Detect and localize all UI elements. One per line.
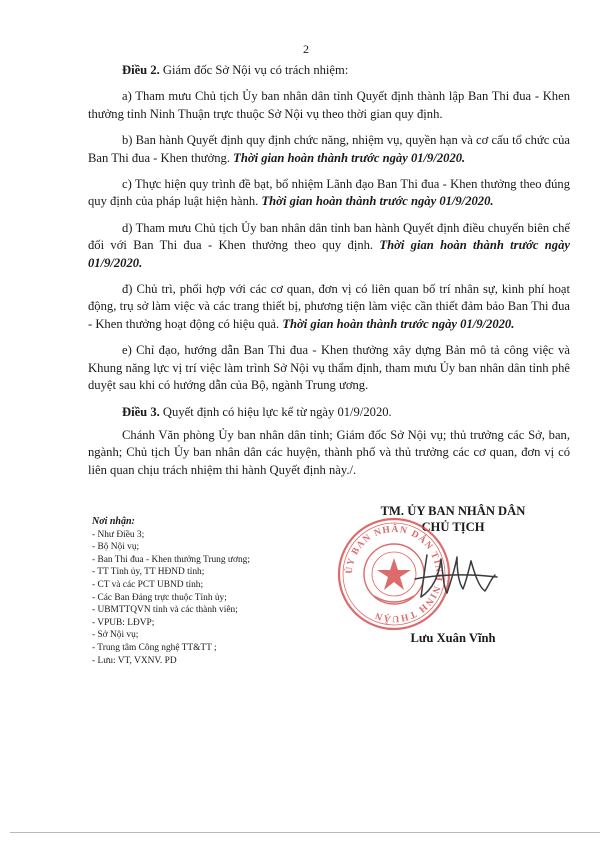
page-number: 2 <box>303 42 309 56</box>
recipient-item: - Như Điều 3; <box>92 529 145 540</box>
recipient-item: - Ban Thi đua - Khen thưởng Trung ương; <box>92 554 250 565</box>
article-2-item-d <box>88 220 570 272</box>
item-c-text: c) Thực hiện quy trình đề bạt, bổ nhiệm Lãnh đạo Ban Thi đua - Khen thưởng theo đúng quy định của pháp luật hiện hành. <box>88 177 570 209</box>
signature-title-line1: TM. ỦY BAN NHÂN DÂN <box>380 504 526 518</box>
article-2-item-a <box>88 88 570 123</box>
item-e-text: e) Chỉ đạo, hướng dẫn Ban Thi đua - Khen thưởng xây dựng Bản mô tả công việc và Khung năng lực vị trí việc làm trình Sở Nội vụ thẩm định, tham mưu Ủy ban nhân dân tỉnh phê duyệt sau khi có hướng dẫn của Bộ, ngành Trung ương. <box>88 343 570 393</box>
recipient-item: - CT và các PCT UBND tỉnh; <box>92 579 204 590</box>
article-3-text: Quyết định có hiệu lực kể từ ngày 01/9/2020. <box>159 404 392 419</box>
item-b-deadline: Thời gian hoàn thành trước ngày 01/9/2020. <box>233 150 466 165</box>
item-a-text: a) Tham mưu Chủ tịch Ủy ban nhân dân tỉnh Quyết định thành lập Ban Thi đua - Khen thưởng tỉnh Ninh Thuận trực thuộc Sở Nội vụ theo thời gian quy định. <box>88 89 570 121</box>
article-3-paragraph <box>88 404 570 421</box>
recipient-item: - TT Tỉnh ủy, TT HĐND tỉnh; <box>92 567 205 578</box>
handwritten-signature-icon <box>405 545 505 605</box>
recipient-item: - Lưu: VT, VXNV. PD <box>92 655 177 666</box>
page-bottom-rule <box>10 832 600 833</box>
recipient-item: - Bộ Nội vụ; <box>92 542 140 553</box>
item-d-text: d) Tham mưu Chủ tịch Ủy ban nhân dân tỉnh ban hành Quyết định điều chuyển biên chế đối với Ban Thi đua - Khen thưởng theo quy định. <box>88 220 570 253</box>
document-body <box>88 62 570 488</box>
recipients-title: Nơi nhận: <box>92 516 135 527</box>
article-2-item-c <box>88 176 570 211</box>
recipient-item: - Trung tâm Công nghệ TT&TT ; <box>92 642 217 653</box>
recipient-item: - Sở Nội vụ; <box>92 630 139 641</box>
closing-paragraph: Chánh Văn phòng Ủy ban nhân dân tỉnh; Giám đốc Sở Nội vụ; thủ trưởng các Sở, ban, ngành; Chủ tịch Ủy ban nhân dân các huyện, thành phố và thủ trưởng các cơ quan, đơn vị có liên quan chịu trách nhiệm thi hành Quyết định này./. <box>88 427 570 477</box>
article-2-heading-paragraph <box>88 62 570 79</box>
article-2-item-e <box>88 342 570 394</box>
recipient-item: - UBMTTQVN tỉnh và các thành viên; <box>92 605 238 616</box>
item-dd-text: đ) Chủ trì, phối hợp với các cơ quan, đơn vị có liên quan bố trí nhân sự, kinh phí hoạt động, trụ sở làm việc và các trang thiết bị, phương tiện làm việc cần thiết đảm bảo Ban Thi đua - Khen thưởng hoạt động có hiệu quả. <box>88 282 570 331</box>
signer-name: Lưu Xuân Vĩnh <box>410 631 496 645</box>
article-3-heading: Điều 3. <box>122 404 160 419</box>
item-b-text: b) Ban hành Quyết định quy định chức năng, nhiệm vụ, quyền hạn và cơ cấu tổ chức của Ban Thi đua - Khen thưởng. <box>88 133 570 165</box>
article-2-heading: Điều 2. <box>122 63 160 77</box>
article-2-item-dd <box>88 281 570 333</box>
recipient-item: - Các Ban Đảng trực thuộc Tỉnh ủy; <box>92 592 227 603</box>
item-dd-deadline: Thời gian hoàn thành trước ngày 01/9/2020. <box>282 316 515 331</box>
article-2-intro: Giám đốc Sở Nội vụ có trách nhiệm: <box>159 63 349 77</box>
item-c-deadline: Thời gian hoàn thành trước ngày 01/9/2020. <box>261 194 494 209</box>
recipients-list <box>92 529 332 668</box>
signature-title-line2: CHỦ TỊCH <box>421 520 485 534</box>
item-d-deadline: Thời gian hoàn thành trước ngày 01/9/2020. <box>88 238 570 270</box>
seal-text: ỦY BAN NHÂN DÂN TỈNH NINH THUẬN <box>344 524 444 624</box>
recipient-item: - VPUB: LĐVP; <box>92 617 155 628</box>
article-2-item-b <box>88 132 570 167</box>
recipients-block <box>92 516 332 667</box>
